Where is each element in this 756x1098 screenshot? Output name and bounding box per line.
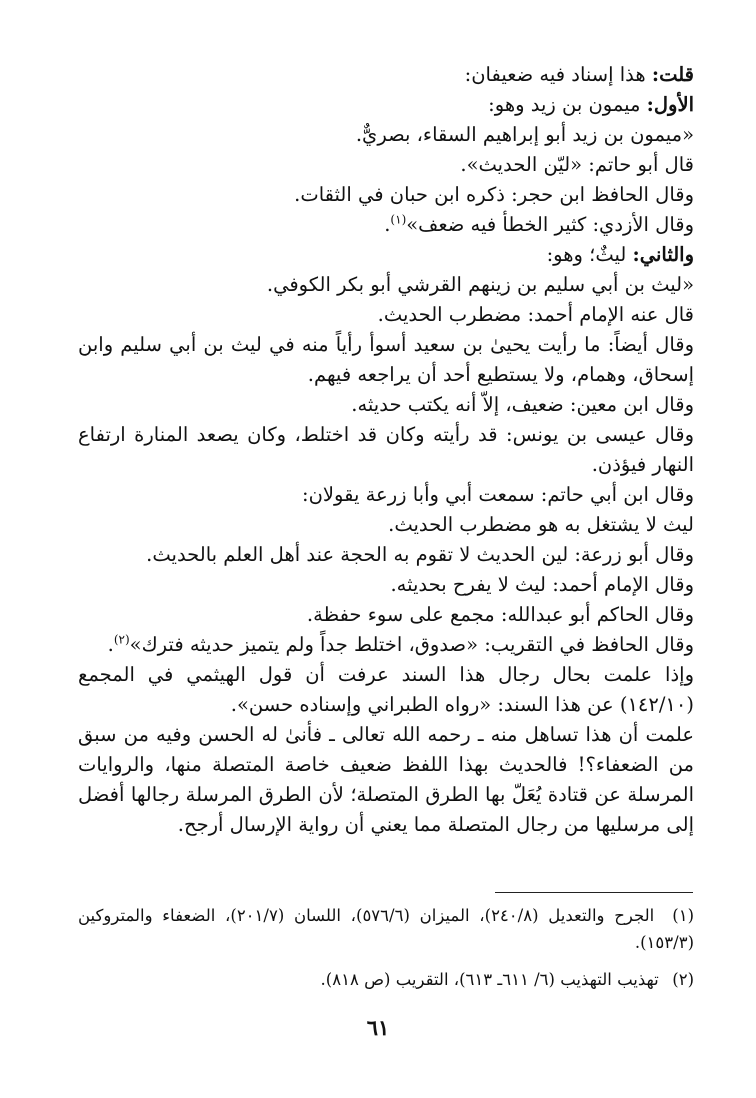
text-line: النهار فيؤذن. bbox=[591, 453, 694, 476]
text-line: «ليث بن أبي سليم بن زينهم القرشي أبو بكر الكوفي. bbox=[266, 273, 694, 296]
main-text bbox=[78, 60, 694, 840]
line-label: والثاني: bbox=[632, 243, 694, 266]
text-line bbox=[78, 90, 694, 120]
footnote-item bbox=[78, 902, 694, 956]
text-line: وقال عيسى بن يونس: قد رأيته وكان قد اختلط، وكان يصعد المنارة ارتفاع bbox=[78, 423, 694, 446]
footnote-text: الجرح والتعديل (٢٤٠/٨)، الميزان (٥٧٦/٦)، اللسان (٢٠١/٧)، الضعفاء والمتروكين (١٥٣/٣). bbox=[78, 906, 694, 952]
footnote-ref: (٢) bbox=[113, 632, 130, 647]
text-line: وقال الحاكم أبو عبدالله: مجمع على سوء حفظة. bbox=[306, 603, 694, 626]
text-line: وقال ابن أبي حاتم: سمعت أبي وأبا زرعة يقولان: bbox=[302, 483, 694, 506]
line-text: ليثٌ؛ وهو: bbox=[546, 243, 633, 266]
page-number: ٦١ bbox=[366, 1015, 390, 1040]
footnote-item bbox=[78, 966, 694, 993]
text-line: وقال أبو زرعة: لين الحديث لا تقوم به الحجة عند أهل العلم بالحديث. bbox=[146, 543, 694, 566]
text-line: وقال الإمام أحمد: ليث لا يفرح بحديثه. bbox=[390, 573, 694, 596]
text-line bbox=[78, 240, 694, 270]
line-tail: . bbox=[384, 213, 391, 236]
line-text: هذا إسناد فيه ضعيفان: bbox=[464, 63, 652, 86]
line-label: قلت: bbox=[651, 63, 694, 86]
text-line bbox=[78, 210, 694, 240]
text-line: وقال الحافظ ابن حجر: ذكره ابن حبان في الثقات. bbox=[294, 183, 694, 206]
line-text: ميمون بن زيد وهو: bbox=[488, 93, 647, 116]
final-paragraph: علمت أن هذا تساهل منه ـ رحمه الله تعالى ـ فأنىٰ له الحسن وفيه من سبق من الضعفاء؟! فالحديث بهذا اللفظ ضعيف خاصة المتصلة منها، والروايات المرسلة عن قتادة يُعَلّ بها الطرق المتصلة؛ لأن الطرق المرسلة رجالها أفضل إلى مرسليها من رجال المتصلة مما يعني أن رواية الإرسال أرجح. bbox=[78, 723, 694, 836]
text-line bbox=[78, 60, 694, 90]
text-line: إسحاق، وهمام، ولا يستطيع أحد أن يراجعه فيهم. bbox=[307, 363, 694, 386]
text-line: «ميمون بن زيد أبو إبراهيم السقاء، بصريٌّ. bbox=[355, 123, 694, 146]
text-line: وقال أيضاً: ما رأيت يحيىٰ بن سعيد أسوأ رأياً منه في ليث بن أبي سليم وابن bbox=[78, 333, 694, 356]
footnote-ref: (١) bbox=[390, 212, 407, 227]
line-label: الأول: bbox=[646, 93, 694, 116]
footnote-text: تهذيب التهذيب (٦/ ٦١١ـ ٦١٣)، التقريب (ص ٨١٨). bbox=[320, 970, 659, 989]
footnotes bbox=[78, 902, 694, 1003]
footnote-number: (١) bbox=[672, 906, 694, 925]
text-line: وإذا علمت بحال رجال هذا السند عرفت أن قول الهيثمي في المجمع bbox=[78, 663, 694, 686]
text-line bbox=[78, 630, 694, 660]
line-text: وقال الأزدي: كثير الخطأ فيه ضعف» bbox=[406, 213, 694, 236]
text-line: ليث لا يشتغل به هو مضطرب الحديث. bbox=[388, 513, 694, 536]
footnote-divider bbox=[495, 892, 693, 893]
text-line: (١٤٢/١٠) عن هذا السند: «رواه الطبراني وإسناده حسن». bbox=[230, 693, 694, 716]
text-line: وقال ابن معين: ضعيف، إلاّ أنه يكتب حديثه. bbox=[351, 393, 694, 416]
footnote-number: (٢) bbox=[672, 970, 694, 989]
line-text: وقال الحافظ في التقريب: «صدوق، اختلط جداً ولم يتميز حديثه فترك» bbox=[129, 633, 694, 656]
text-line: قال عنه الإمام أحمد: مضطرب الحديث. bbox=[377, 303, 694, 326]
text-line: قال أبو حاتم: «ليّن الحديث». bbox=[460, 153, 694, 176]
line-tail: . bbox=[107, 633, 114, 656]
